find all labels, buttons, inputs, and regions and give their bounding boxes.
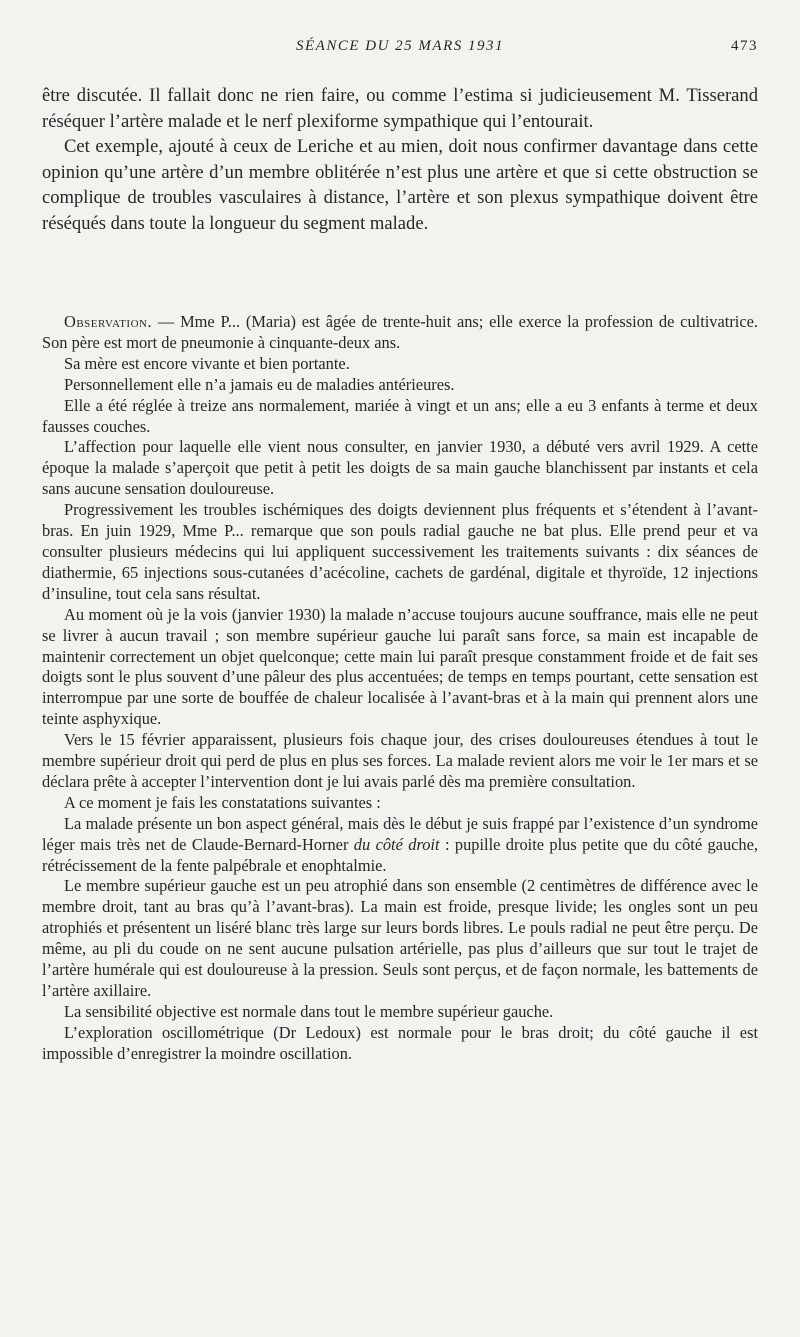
observation-label: Observation. [64, 312, 153, 331]
horner-text-before: La malade présente un bon aspect général, mais dès le début je suis frappé par l’existence d’un syndrome léger mais très net de Claude-Bernard-Horner [42, 813, 758, 854]
observation-paragraph: A ce moment je fais les constatations suivantes : [64, 792, 381, 812]
horner-text-after: : pupille droite plus petite que du côté gauche, rétrécissement de la fente palpébrale et enophtalmie. [42, 834, 758, 875]
observation-paragraph: Le membre supérieur gauche est un peu atrophié dans son ensemble (2 centimètres de différence avec le membre droit, tant au bras qu’à l’avant-bras). La main est froide, presque livide; les ongles sont un peu atrophiés et présentent un liséré blanc très large sur leurs bords libres. Le pouls radial ne peut être perçu. De même, au pli du coude on ne sent aucune pulsation artérielle, pas plus d’ailleurs que sur tout le trajet de l’artère humérale qui est douloureuse à la pression. Seuls sont perçus, et de façon normale, les battements de l’artère axillaire. [42, 876, 758, 1000]
observation-paragraph: Personnellement elle n’a jamais eu de maladies antérieures. [64, 374, 455, 394]
observation-paragraph [42, 814, 758, 877]
observation-paragraph [42, 312, 758, 354]
observation-paragraph: Sa mère est encore vivante et bien portante. [64, 353, 350, 373]
observation-paragraph: Au moment où je la vois (janvier 1930) la malade n’accuse toujours aucune souffrance, mais elle ne peut se livrer à aucun travail ; son membre supérieur gauche lui paraît sans force, sa main est incapable de maintenir correctement un objet quelconque; cette main lui paraît presque constamment froide et de fait ses doigts sont le plus souvent d’une pâleur des plus accentuées; de temps en temps pourtant, cette sensation est interrompue par une sorte de bouffée de chaleur localisée à l’avant-bras et à la main qui prennent alors une teinte asphyxique. [42, 604, 758, 729]
observation-paragraph: Vers le 15 février apparaissent, plusieurs fois chaque jour, des crises douloureuses étendues à tout le membre supérieur droit qui perd de plus en plus ses forces. La malade revient alors me voir le 1er mars et se déclara prête à accepter l’intervention dont je lui avais parlé dès ma première consultation. [42, 730, 758, 791]
intro-paragraph: être discutée. Il fallait donc ne rien faire, ou comme l’estima si judicieusement M. Tisserand réséquer l’artère malade et le nerf plexiforme sympathique qui l’entourait. [42, 85, 758, 132]
page-number: 473 [731, 38, 758, 54]
observation-paragraph: L’exploration oscillométrique (Dr Ledoux) est normale pour le bras droit; du côté gauche il est impossible d’enregistrer la moindre oscillation. [42, 1022, 758, 1063]
observation-paragraph: La sensibilité objective est normale dans tout le membre supérieur gauche. [64, 1001, 554, 1021]
observation-paragraph: Progressivement les troubles ischémiques des doigts deviennent plus fréquents et s’étendent à l’avant-bras. En juin 1929, Mme P... remarque que son pouls radial gauche ne bat plus. Elle prend peur et va consulter plusieurs médecins qui lui appliquent successivement les traitements suivants : dix séances de diathermie, 65 injections sous-cutanées d’acécoline, cachets de gardénal, digitale et thyroïde, 12 injections d’insuline, tout cela sans résultat. [42, 500, 758, 603]
observation-paragraph: Elle a été réglée à treize ans normalement, mariée à vingt et un ans; elle a eu 3 enfants à terme et deux fausses couches. [42, 395, 758, 436]
observation-paragraph: L’affection pour laquelle elle vient nous consulter, en janvier 1930, a débuté vers avril 1929. A cette époque la malade s’aperçoit que petit à petit les doigts de sa main gauche blanchissent par instants et cela sans aucune sensation douloureuse. [42, 437, 758, 499]
observation-text: — Mme P... (Maria) est âgée de trente-huit ans; elle exerce la profession de cultivatrice. Son père est mort de pneumonie à cinquante-deux ans. [42, 312, 758, 352]
intro-paragraph: Cet exemple, ajouté à ceux de Leriche et au mien, doit nous confirmer davantage dans cette opinion qu’une artère d’un membre oblitérée n’est plus une artère et que si cette obstruction se complique de troubles vasculaires à distance, l’artère et son plexus sympathique doivent être réséqués dans toute la longueur du segment malade. [42, 136, 758, 234]
intro-text [42, 83, 758, 237]
running-header [42, 38, 758, 60]
header-title: SÉANCE DU 25 MARS 1931 [296, 38, 504, 54]
observation-section [42, 312, 758, 1065]
horner-side-italic: du côté droit [353, 834, 440, 854]
